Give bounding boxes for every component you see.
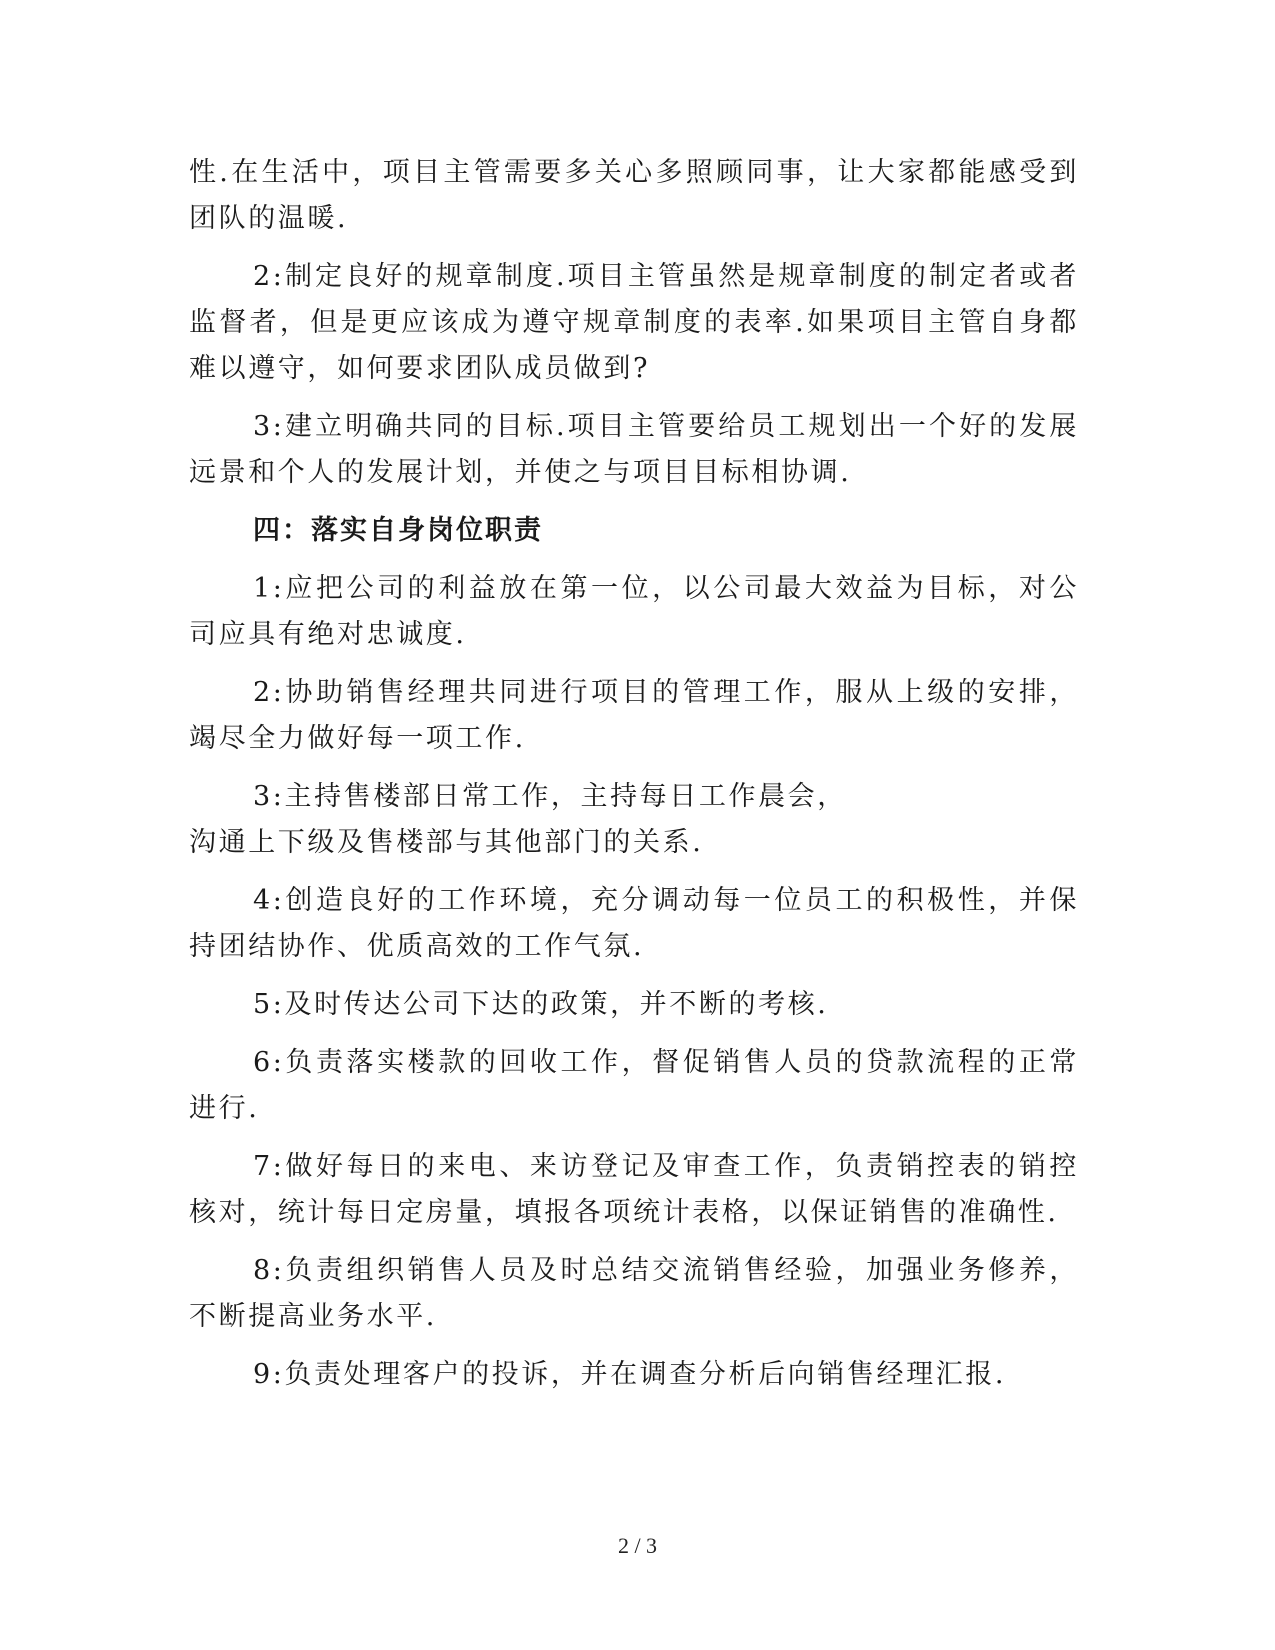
duty-item-3-line-1: 3:主持售楼部日常工作，主持每日工作晨会，	[253, 781, 847, 812]
duty-item-3-line-2: 沟通上下级及售楼部与其他部门的关系.	[189, 827, 704, 858]
paragraph-continuation: 性.在生活中，项目主管需要多关心多照顾同事，让大家都能感受到团队的温暖.	[189, 157, 1079, 234]
duty-item-6: 6:负责落实楼款的回收工作，督促销售人员的贷款流程的正常进行.	[189, 1047, 1079, 1124]
duty-item-3	[189, 774, 1079, 866]
duty-item-7: 7:做好每日的来电、来访登记及审查工作，负责销控表的销控核对，统计每日定房量，填报各项统计表格，以保证销售的准确性.	[189, 1151, 1079, 1228]
duty-item-5: 5:及时传达公司下达的政策，并不断的考核.	[253, 989, 829, 1020]
duty-item-2: 2:协助销售经理共同进行项目的管理工作，服从上级的安排，竭尽全力做好每一项工作.	[189, 677, 1079, 754]
duty-item-1: 1:应把公司的利益放在第一位，以公司最大效益为目标，对公司应具有绝对忠诚度.	[189, 573, 1079, 650]
paragraph-rule-2: 2:制定良好的规章制度.项目主管虽然是规章制度的制定者或者监督者，但是更应该成为遵守规章制度的表率.如果项目主管自身都难以遵守，如何要求团队成员做到?	[189, 261, 1079, 384]
section-heading: 四：落实自身岗位职责	[253, 515, 543, 546]
duty-item-9: 9:负责处理客户的投诉，并在调查分析后向销售经理汇报.	[253, 1359, 1007, 1390]
duty-item-4: 4:创造良好的工作环境，充分调动每一位员工的积极性，并保持团结协作、优质高效的工作气氛.	[189, 885, 1079, 962]
duty-item-8: 8:负责组织销售人员及时总结交流销售经验，加强业务修养，不断提高业务水平.	[189, 1255, 1079, 1332]
paragraph-rule-3: 3:建立明确共同的目标.项目主管要给员工规划出一个好的发展远景和个人的发展计划，并使之与项目目标相协调.	[189, 411, 1079, 488]
document-body	[189, 150, 1079, 1410]
page-number: 2 / 3	[617, 1533, 658, 1558]
